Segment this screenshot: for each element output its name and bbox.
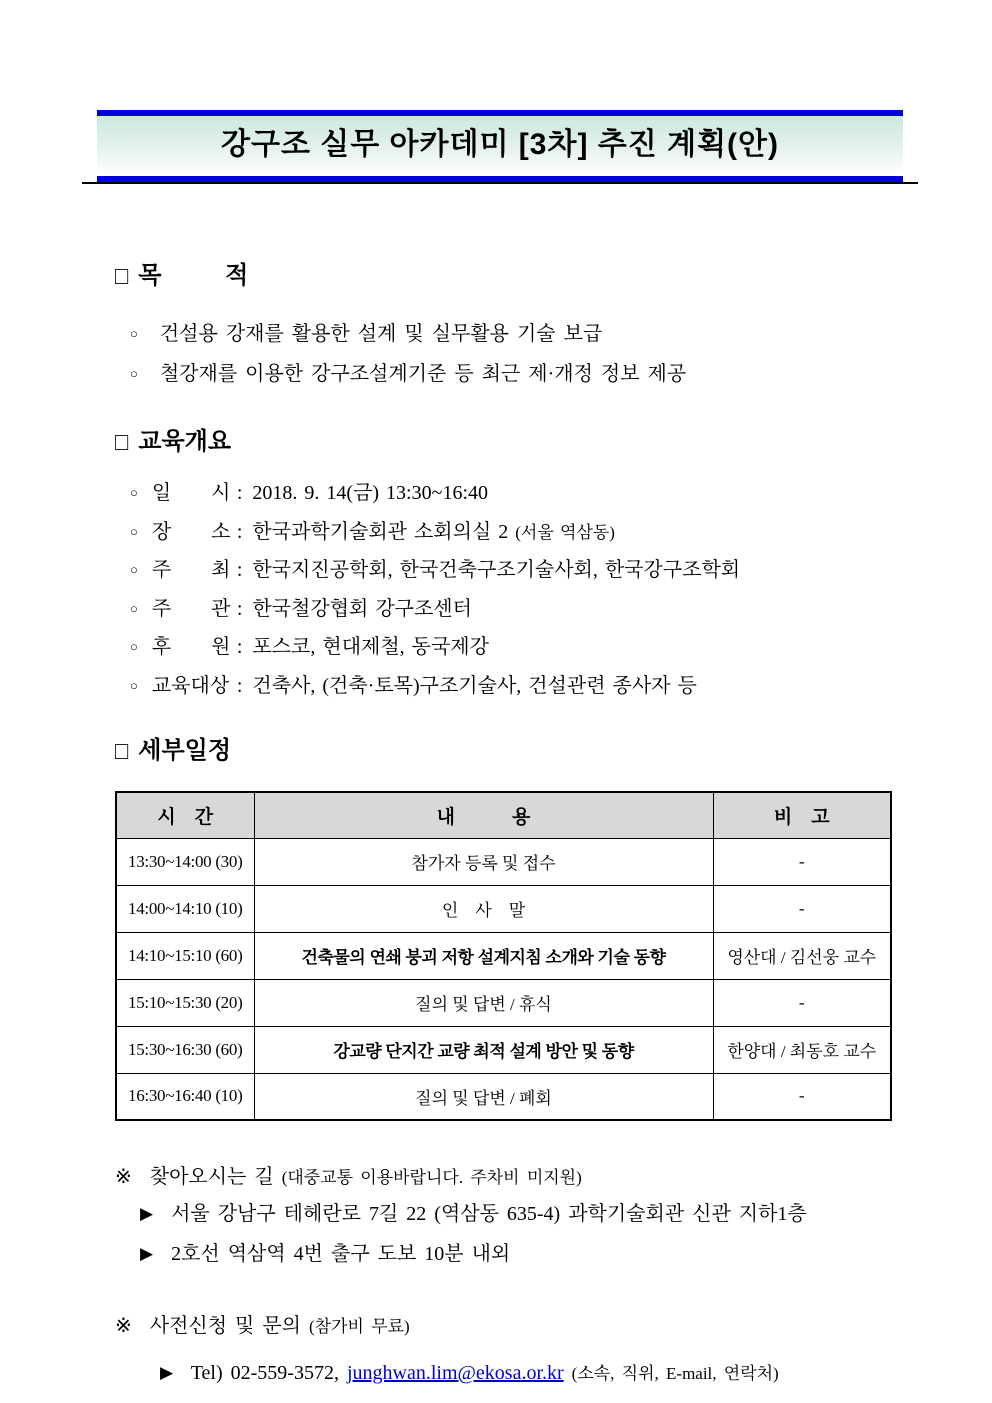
schedule-time-cell: 14:10~15:10 (60)	[116, 932, 254, 979]
schedule-table	[115, 791, 892, 1121]
overview-label: 장 소	[151, 520, 231, 543]
telephone-number: Tel) 02-559-3572,	[190, 1362, 339, 1384]
overview-value-note: (서울 역삼동)	[515, 522, 615, 542]
directions-heading-note: (대중교통 이용바랍니다. 주차비 미지원)	[281, 1168, 582, 1187]
overview-label: 주 최	[151, 559, 231, 581]
schedule-time-cell: 14:00~14:10 (10)	[116, 885, 254, 932]
schedule-note-cell: 한양대 / 최동호 교수	[713, 1026, 891, 1073]
title-banner	[97, 110, 903, 182]
directions-heading-line	[115, 1161, 897, 1194]
circle-bullet-icon: ○	[130, 562, 138, 577]
triangle-bullet-icon: ▶	[140, 1204, 154, 1223]
directions-address-line	[115, 1194, 897, 1234]
purpose-item-text: 철강재를 이용한 강구조설계기준 등 최근 제·개정 정보 제공	[159, 363, 687, 385]
directions-subway-text: 2호선 역삼역 4번 출구 도보 10분 내외	[171, 1243, 511, 1265]
schedule-note-cell: 영산대 / 김선웅 교수	[713, 932, 891, 979]
purpose-item	[115, 354, 897, 394]
overview-item-sponsors: ○ 후 원 : 포스코, 현대제철, 동국제강	[115, 628, 897, 667]
directions-heading: 찾아오시는 길	[149, 1166, 274, 1188]
circle-bullet-icon: ○	[130, 326, 138, 341]
section-heading-purpose	[115, 260, 897, 292]
overview-value: 한국철강협회 강구조센터	[252, 597, 472, 620]
circle-bullet-icon: ○	[130, 600, 138, 616]
schedule-row	[116, 1026, 891, 1073]
schedule-note-cell: -	[713, 979, 891, 1026]
overview-label: 주 관	[151, 597, 231, 620]
schedule-content-cell: 질의 및 답변 / 폐회	[254, 1073, 713, 1120]
schedule-header-time: 시 간	[116, 792, 254, 838]
document-title: 강구조 실무 아카데미 [3차] 추진 계획(안)	[220, 128, 780, 161]
schedule-row	[116, 1073, 891, 1120]
schedule-note-cell: -	[713, 838, 891, 885]
overview-value: 2018. 9. 14(금) 13:30~16:40	[252, 482, 488, 504]
schedule-row	[116, 885, 891, 932]
triangle-bullet-icon: ▶	[160, 1363, 174, 1382]
schedule-note-cell: -	[713, 885, 891, 932]
square-bullet-icon: □	[115, 261, 129, 290]
registration-contact-line	[115, 1353, 897, 1394]
purpose-list	[115, 314, 897, 394]
overview-value: 건축사, (건축·토목)구조기술사, 건설관련 종사자 등	[252, 674, 697, 697]
schedule-time-cell: 15:30~16:30 (60)	[116, 1026, 254, 1073]
purpose-item-text: 건설용 강재를 활용한 설계 및 실무활용 기술 보급	[159, 323, 603, 345]
overview-label: 후 원	[151, 636, 231, 658]
schedule-time-cell: 16:30~16:40 (10)	[116, 1073, 254, 1120]
overview-list	[115, 474, 897, 705]
schedule-header-note: 비 고	[713, 792, 891, 838]
reference-mark-icon: ※	[115, 1166, 132, 1188]
overview-label: 일 시	[151, 482, 231, 504]
schedule-note-cell: -	[713, 1073, 891, 1120]
schedule-content-cell: 건축물의 연쇄 붕괴 저항 설계지침 소개와 기술 동향	[254, 932, 713, 979]
directions-subway-line	[115, 1234, 897, 1274]
overview-item-audience: ○ 교육대상 : 건축사, (건축·토목)구조기술사, 건설관련 종사자 등	[115, 667, 897, 706]
schedule-time-cell: 13:30~14:00 (30)	[116, 838, 254, 885]
section-heading-overview	[115, 426, 897, 458]
circle-bullet-icon: ○	[130, 485, 138, 500]
overview-value: 한국과학기술회관 소회의실 2	[252, 520, 509, 543]
triangle-bullet-icon: ▶	[140, 1244, 154, 1263]
overview-value: 포스코, 현대제철, 동국제강	[252, 636, 489, 658]
overview-heading: 교육개요	[138, 428, 232, 455]
directions-address-text: 서울 강남구 테헤란로 7길 22 (역삼동 635-4) 과학기술회관 신관 지하1층	[171, 1203, 807, 1225]
overview-item-datetime: ○ 일 시 : 2018. 9. 14(금) 13:30~16:40	[115, 474, 897, 513]
schedule-content-cell: 강교량 단지간 교량 최적 설계 방안 및 동향	[254, 1026, 713, 1073]
document-body	[115, 260, 897, 1394]
section-heading-schedule	[115, 735, 897, 767]
email-link[interactable]: junghwan.lim@ekosa.or.kr	[346, 1362, 564, 1384]
purpose-heading: 목 적	[138, 262, 249, 289]
schedule-row	[116, 838, 891, 885]
contact-fields-note: (소속, 직위, E-mail, 연락처)	[571, 1364, 779, 1383]
overview-value: 한국지진공학회, 한국건축구조기술사회, 한국강구조학회	[252, 559, 741, 581]
purpose-item	[115, 314, 897, 354]
overview-item-venue: ○ 장 소 : 한국과학기술회관 소회의실 2 (서울 역삼동)	[115, 513, 897, 552]
overview-label: 교육대상	[151, 674, 230, 697]
circle-bullet-icon: ○	[130, 523, 138, 539]
schedule-content-cell: 참가자 등록 및 접수	[254, 838, 713, 885]
square-bullet-icon: □	[115, 427, 129, 456]
schedule-content-cell: 질의 및 답변 / 휴식	[254, 979, 713, 1026]
square-bullet-icon: □	[115, 736, 129, 765]
registration-heading: 사전신청 및 문의	[149, 1315, 302, 1337]
schedule-heading: 세부일정	[138, 737, 232, 764]
registration-heading-note: (참가비 무료)	[309, 1317, 410, 1336]
schedule-time-cell: 15:10~15:30 (20)	[116, 979, 254, 1026]
circle-bullet-icon: ○	[130, 639, 138, 654]
schedule-header-content: 내 용	[254, 792, 713, 838]
overview-item-organizer: ○ 주 관 : 한국철강협회 강구조센터	[115, 590, 897, 629]
overview-item-hosts: ○ 주 최 : 한국지진공학회, 한국건축구조기술사회, 한국강구조학회	[115, 551, 897, 590]
circle-bullet-icon: ○	[130, 366, 138, 381]
reference-mark-icon: ※	[115, 1315, 132, 1337]
schedule-row	[116, 979, 891, 1026]
registration-heading-line	[115, 1310, 897, 1343]
schedule-header-row	[116, 792, 891, 838]
circle-bullet-icon: ○	[130, 677, 138, 693]
schedule-content-cell: 인 사 말	[254, 885, 713, 932]
schedule-row	[116, 932, 891, 979]
